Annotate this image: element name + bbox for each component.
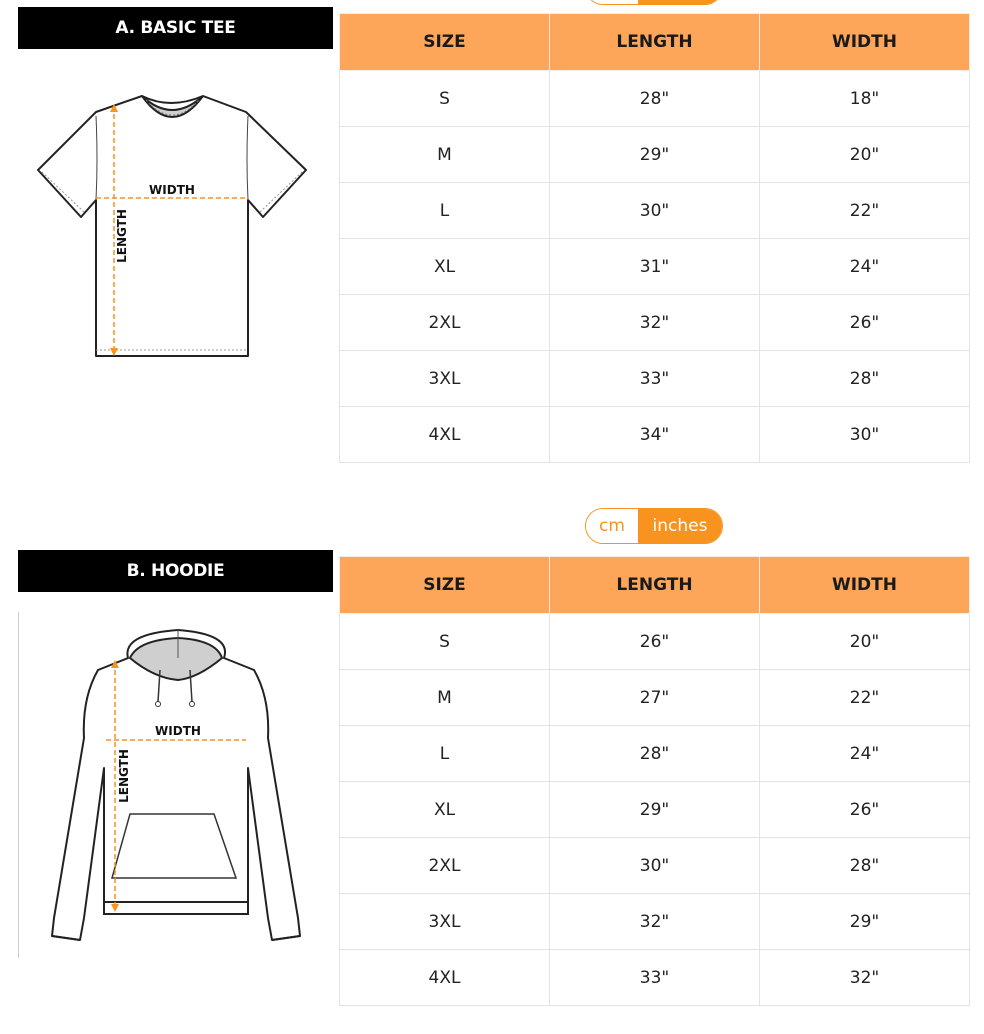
length-cell: 33" (550, 351, 760, 407)
size-cell: L (340, 183, 550, 239)
size-cell: L (340, 726, 550, 782)
size-cell: 4XL (340, 407, 550, 463)
length-cell: 29" (550, 782, 760, 838)
size-cell: 4XL (340, 950, 550, 1006)
width-cell: 22" (760, 183, 970, 239)
table-row (340, 950, 970, 1006)
width-cell: 26" (760, 295, 970, 351)
length-column-header: LENGTH (550, 557, 760, 614)
tee-length-label: LENGTH (115, 209, 129, 263)
size-column-header: SIZE (340, 14, 550, 71)
length-cell: 30" (550, 838, 760, 894)
size-cell: XL (340, 782, 550, 838)
hoodie-section-title: B. HOODIE (18, 550, 333, 592)
length-column-header: LENGTH (550, 14, 760, 71)
length-cell: 34" (550, 407, 760, 463)
table-header-row (340, 14, 970, 71)
size-cell: XL (340, 239, 550, 295)
table-row (340, 838, 970, 894)
size-cell: 3XL (340, 351, 550, 407)
table-row (340, 894, 970, 950)
size-cell: M (340, 127, 550, 183)
length-cell: 28" (550, 726, 760, 782)
tee-section-title: A. BASIC TEE (18, 7, 333, 49)
unit-cm-option[interactable]: cm (586, 509, 638, 543)
size-cell: 3XL (340, 894, 550, 950)
width-cell: 24" (760, 239, 970, 295)
hoodie-pocket (112, 814, 236, 878)
size-cell: S (340, 71, 550, 127)
width-cell: 28" (760, 351, 970, 407)
width-column-header: WIDTH (760, 14, 970, 71)
width-cell: 29" (760, 894, 970, 950)
table-row (340, 407, 970, 463)
table-header-row (340, 557, 970, 614)
table-row (340, 295, 970, 351)
hoodie-width-label: WIDTH (155, 724, 201, 738)
tee-outline (38, 96, 306, 356)
size-cell: 2XL (340, 838, 550, 894)
length-cell: 28" (550, 71, 760, 127)
table-row (340, 614, 970, 670)
width-cell: 22" (760, 670, 970, 726)
length-cell: 30" (550, 183, 760, 239)
length-cell: 33" (550, 950, 760, 1006)
unit-inches-option[interactable]: inches (638, 509, 722, 543)
tee-size-table (339, 13, 970, 463)
width-cell: 32" (760, 950, 970, 1006)
table-row (340, 782, 970, 838)
table-row (340, 239, 970, 295)
length-cell: 31" (550, 239, 760, 295)
width-cell: 26" (760, 782, 970, 838)
hoodie-length-label: LENGTH (117, 749, 131, 803)
unit-toggle-tee (585, 0, 723, 5)
length-cell: 29" (550, 127, 760, 183)
table-row (340, 183, 970, 239)
unit-toggle-hoodie (585, 508, 723, 544)
tee-width-label: WIDTH (149, 183, 195, 197)
table-row (340, 127, 970, 183)
width-cell: 24" (760, 726, 970, 782)
length-cell: 32" (550, 295, 760, 351)
width-cell: 20" (760, 614, 970, 670)
size-cell: S (340, 614, 550, 670)
hoodie-diagram (18, 618, 333, 958)
width-cell: 28" (760, 838, 970, 894)
table-row (340, 71, 970, 127)
table-row (340, 726, 970, 782)
size-cell: 2XL (340, 295, 550, 351)
size-cell: M (340, 670, 550, 726)
length-cell: 32" (550, 894, 760, 950)
unit-inches-option[interactable] (638, 0, 722, 4)
tee-diagram (18, 60, 333, 370)
table-row (340, 351, 970, 407)
size-column-header: SIZE (340, 557, 550, 614)
width-cell: 30" (760, 407, 970, 463)
hoodie-size-table (339, 556, 970, 1006)
table-row (340, 670, 970, 726)
width-cell: 20" (760, 127, 970, 183)
length-cell: 27" (550, 670, 760, 726)
width-cell: 18" (760, 71, 970, 127)
length-cell: 26" (550, 614, 760, 670)
unit-cm-option[interactable] (586, 0, 638, 4)
width-column-header: WIDTH (760, 557, 970, 614)
